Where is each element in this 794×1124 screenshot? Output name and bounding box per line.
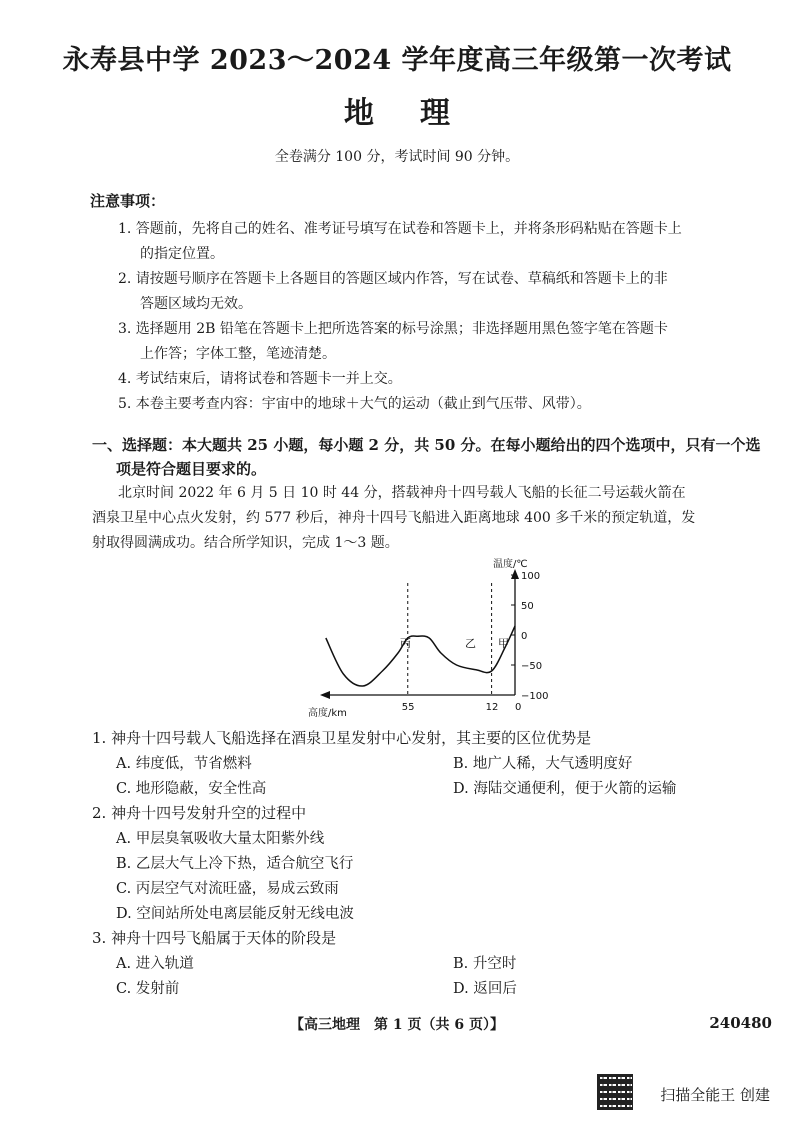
- question-1-option-b: B. 地广人稀，大气透明度好: [453, 756, 633, 772]
- question-3-option-b: B. 升空时: [453, 956, 517, 972]
- y-tick-label: 50: [521, 601, 534, 612]
- section-heading: 一、选择题：本大题共 25 小题，每小题 2 分，共 50 分。在每小题给出的四个选项中，只有一个选: [92, 436, 761, 454]
- x-axis-arrow: [320, 691, 330, 699]
- y-tick-label: −100: [521, 691, 549, 702]
- temperature-curve: [326, 626, 515, 686]
- x-tick-55: 55: [401, 702, 415, 713]
- question-3-stem: 3. 神舟十四号飞船属于天体的阶段是: [92, 929, 337, 947]
- question-1-stem: 1. 神舟十四号载人飞船选择在酒泉卫星发射中心发射，其主要的区位优势是: [92, 729, 592, 747]
- notice-item-5: 5. 本卷主要考查内容：宇宙中的地球＋大气的运动（截止到气压带、风带）。: [118, 396, 591, 412]
- exam-title: 永寿县中学 2023～2024 学年度高三年级第一次考试: [62, 45, 732, 76]
- notice-heading: 注意事项：: [90, 192, 166, 210]
- passage-line-2: 酒泉卫星中心点火发射，约 577 秒后，神舟十四号飞船进入距离地球 400 多千米的预定轨道，发: [92, 510, 696, 526]
- subject-title: 地理: [344, 96, 496, 131]
- passage-line-3: 射取得圆满成功。结合所学知识，完成 1～3 题。: [92, 535, 399, 551]
- y-tick-label: 0: [521, 631, 528, 642]
- x-tick-12: 12: [485, 702, 499, 713]
- paper-code: 240480: [709, 1014, 772, 1032]
- notice-item-1: 1. 答题前，先将自己的姓名、准考证号填写在试卷和答题卡上，并将条形码粘贴在答题卡上: [118, 221, 682, 237]
- question-1-option-d: D. 海陆交通便利，便于火箭的运输: [453, 781, 677, 797]
- page-footer: 【高三地理 第 1 页（共 6 页）】: [290, 1017, 504, 1033]
- x-axis-label: 高度/km: [308, 708, 347, 719]
- notice-item-3-cont: 上作答；字体工整，笔迹清楚。: [140, 346, 336, 362]
- question-2-option-b: B. 乙层大气上冷下热，适合航空飞行: [116, 856, 354, 872]
- question-3-option-c: C. 发射前: [116, 981, 180, 997]
- notice-item-4: 4. 考试结束后，请将试卷和答题卡一并上交。: [118, 371, 402, 387]
- question-1-option-a: A. 纬度低，节省燃料: [116, 756, 252, 772]
- section-heading-cont: 项是符合题目要求的。: [116, 460, 267, 478]
- score-line: 全卷满分 100 分，考试时间 90 分钟。: [274, 149, 520, 165]
- notice-item-1-cont: 的指定位置。: [140, 246, 224, 262]
- qr-code-icon: [597, 1074, 633, 1110]
- layer-label-bing: 丙: [400, 637, 411, 650]
- y-tick-label: 100: [521, 571, 541, 582]
- question-3-option-a: A. 进入轨道: [116, 956, 194, 972]
- atmosphere-temperature-chart: [300, 555, 570, 720]
- notice-item-3: 3. 选择题用 2B 铅笔在答题卡上把所选答案的标号涂黑；非选择题用黑色签字笔在答题卡: [118, 321, 668, 337]
- y-axis-arrow: [511, 569, 519, 579]
- question-2-option-d: D. 空间站所处电离层能反射无线电波: [116, 906, 354, 922]
- x-tick-0: 0: [515, 702, 522, 713]
- y-axis-label: 温度/℃: [493, 559, 528, 570]
- y-tick-label: −50: [521, 661, 543, 672]
- layer-label-jia: 甲: [498, 637, 509, 650]
- question-2-option-a: A. 甲层臭氧吸收大量太阳紫外线: [116, 831, 325, 847]
- notice-item-2: 2. 请按题号顺序在答题卡上各题目的答题区域内作答，写在试卷、草稿纸和答题卡上的非: [118, 271, 668, 287]
- question-1-option-c: C. 地形隐蔽，安全性高: [116, 781, 267, 797]
- question-2-option-c: C. 丙层空气对流旺盛，易成云致雨: [116, 881, 339, 897]
- notice-item-2-cont: 答题区域均无效。: [140, 296, 252, 312]
- question-2-stem: 2. 神舟十四号发射升空的过程中: [92, 804, 307, 822]
- question-3-option-d: D. 返回后: [453, 981, 517, 997]
- layer-label-yi: 乙: [465, 637, 476, 650]
- scanner-watermark: 扫描全能王 创建: [660, 1086, 770, 1104]
- passage-line-1: 北京时间 2022 年 6 月 5 日 10 时 44 分，搭载神舟十四号载人飞船的长征二号运载火箭在: [118, 485, 686, 501]
